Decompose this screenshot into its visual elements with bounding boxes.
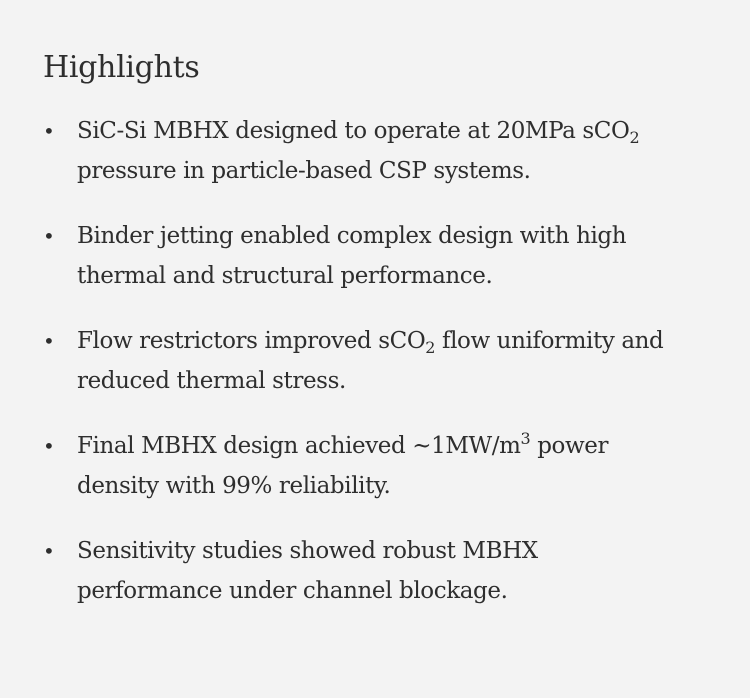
item-text-after: power density with 99% reliability. (77, 433, 609, 499)
item-text: Flow restrictors improved sCO (77, 328, 426, 354)
subscript: 2 (629, 128, 640, 147)
item-text: SiC-Si MBHX designed to operate at 20MPa sCO (77, 118, 630, 144)
highlights-heading: Highlights (43, 50, 200, 85)
list-item (43, 531, 667, 611)
list-item (43, 321, 667, 401)
list-item (43, 111, 667, 191)
bullet-icon: • (43, 434, 55, 458)
highlights-list (43, 111, 710, 611)
list-item (43, 426, 667, 506)
list-item (43, 216, 667, 296)
bullet-icon: • (43, 119, 55, 143)
item-text: Final MBHX design achieved ~1MW/m (77, 433, 521, 459)
item-text: Binder jetting enabled complex design with high thermal and structural performance. (77, 223, 627, 289)
bullet-icon: • (43, 539, 55, 563)
superscript: 3 (520, 429, 531, 448)
item-text-after: flow uniformity and reduced thermal stress. (77, 328, 664, 394)
subscript: 2 (425, 338, 436, 357)
bullet-icon: • (43, 224, 55, 248)
item-text: Sensitivity studies showed robust MBHX performance under channel blockage. (77, 538, 538, 604)
bullet-icon: • (43, 329, 55, 353)
item-text-after: pressure in particle-based CSP systems. (77, 158, 531, 184)
